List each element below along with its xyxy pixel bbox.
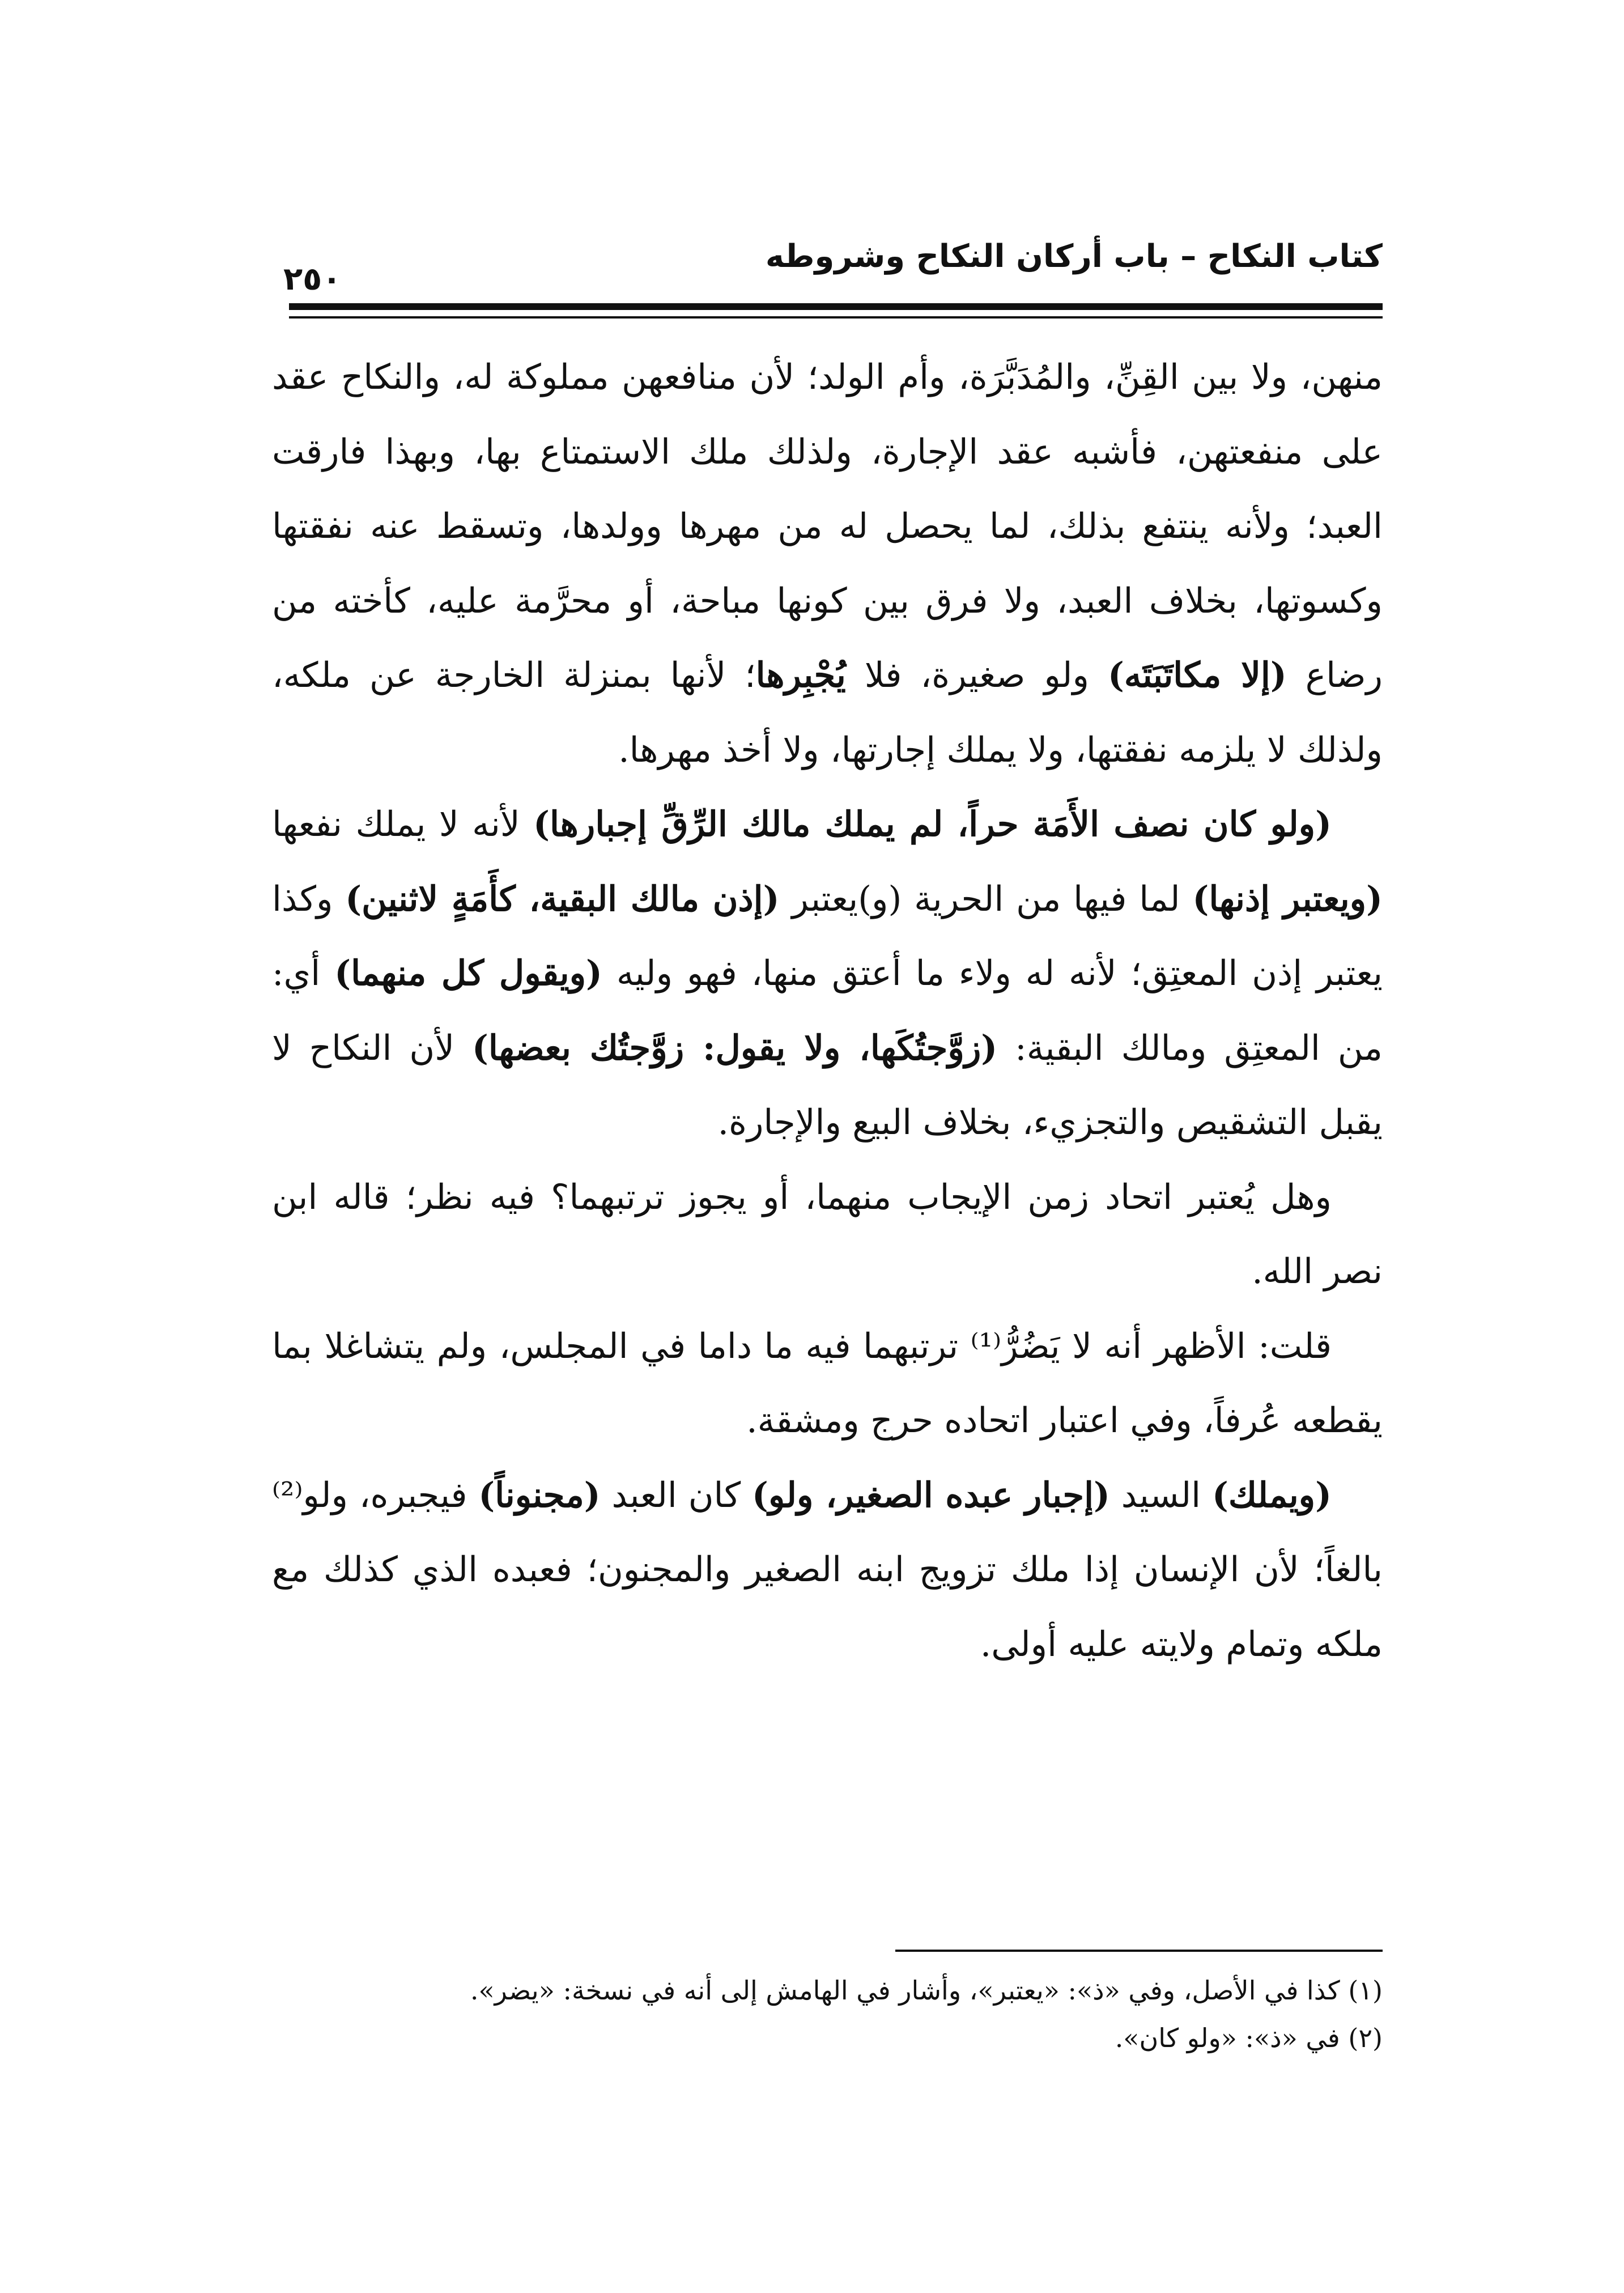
bold-matn-text: (زوَّجتُكَها، ولا يقول: زوَّجتُك بعضها): [472, 1027, 998, 1068]
commentary-text: وهل يُعتبر اتحاد زمن الإيجاب منهما، أو يجوز ترتبهما؟ فيه نظر؛ قاله ابن نصر الله.: [272, 1177, 1383, 1292]
body-paragraph: [272, 340, 1383, 787]
body-paragraph: [272, 1309, 1383, 1458]
commentary-text: منهن، ولا بين القِنِّ، والمُدَبَّرَة، وأم الولد؛ لأن منافعهن مملوكة له، والنكاح عقد على منفعتهن، فأشبه عقد الإجارة، ولذلك ملك الاستمتاع بها، وبهذا فارقت العبد؛ ولأنه ينتفع بذلك، لما يحصل له من مهرها وولدها، وتسقط عنه نفقتها وكسوتها، بخلاف العبد، ولا فرق بين كونها مباحة، أو محرَّمة عليه، كأخته من رضاع: [272, 357, 1383, 695]
commentary-text: أي: من المعتِق ومالك البقية:: [272, 953, 1383, 1068]
footnote-separator: [895, 1950, 1383, 1952]
body-paragraph: [272, 787, 1383, 1160]
bold-matn-text: (مجنوناً): [478, 1475, 601, 1515]
commentary-text: كان العبد: [600, 1475, 752, 1515]
commentary-text: وكذا يعتبر إذن المعتِق؛ لأنه له ولاء ما أعتق منها، فهو وليه: [272, 878, 1383, 993]
bold-matn-text: (إذن مالك البقية، كأَمَةٍ لاثنين): [345, 878, 780, 919]
bold-matn-text: (ويعتبر إذنها): [1192, 878, 1383, 919]
page-number: ٢٥٠: [283, 261, 342, 298]
bold-matn-text: (إلا مكاتَبَتَه): [1107, 655, 1287, 695]
footnote-1: (١) كذا في الأصل، وفي «ذ»: «يعتبر»، وأشار في الهامش إلى أنه في نسخة: «يضر».: [470, 1975, 1383, 2006]
bold-matn-text: (ويقول كل منهما): [334, 953, 602, 993]
commentary-text: السيد: [1109, 1475, 1212, 1515]
bold-matn-text: يُجْبِرها: [755, 655, 846, 695]
body-paragraph: [272, 1458, 1383, 1682]
footnotes: [295, 1967, 1383, 2062]
footnote-2: (٢) في «ذ»: «ولو كان».: [1115, 2023, 1383, 2053]
commentary-text: قلت: الأظهر أنه لا يَضُرُّ⁽¹⁾ ترتبهما فيه ما داما في المجلس، ولم يتشاغلا بما يقطعه عُرفاً، وفي اعتبار اتحاده حرج ومشقة.: [272, 1326, 1383, 1441]
header-rule-thin: [289, 316, 1383, 319]
commentary-text: لأنه لا يملك نفعها: [272, 804, 534, 844]
page-header: [283, 227, 1383, 306]
commentary-text: ولو صغيرة، فلا: [845, 655, 1108, 695]
running-title: كتاب النكاح – باب أركان النكاح وشروطه: [765, 238, 1383, 275]
commentary-text: فيجبره، ولو⁽²⁾ بالغاً؛ لأن الإنسان إذا ملك تزويج ابنه الصغير والمجنون؛ فعبده الذي كذلك مع ملكه وتمام ولايته عليه أولى.: [272, 1475, 1383, 1664]
main-text: [272, 340, 1383, 1681]
bold-matn-text: (ولو كان نصف الأَمَة حراً، لم يملك مالك الرِّقِّ إجبارها): [533, 804, 1332, 844]
commentary-text: ؛ لأنها بمنزلة الخارجة عن ملكه، ولذلك لا يلزمه نفقتها، ولا يملك إجارتها، ولا أخذ مهرها.: [272, 655, 1383, 770]
commentary-text: لما فيها من الحرية (و)يعتبر: [779, 878, 1193, 919]
bold-matn-text: (إجبار عبده الصغير، ولو): [752, 1475, 1110, 1515]
body-paragraph: [272, 1160, 1383, 1309]
header-rule-thick: [289, 303, 1383, 310]
bold-matn-text: (ويملك): [1211, 1475, 1332, 1515]
commentary-text: لأن النكاح لا يقبل التشقيص والتجزيء، بخلاف البيع والإجارة.: [272, 1027, 1383, 1143]
